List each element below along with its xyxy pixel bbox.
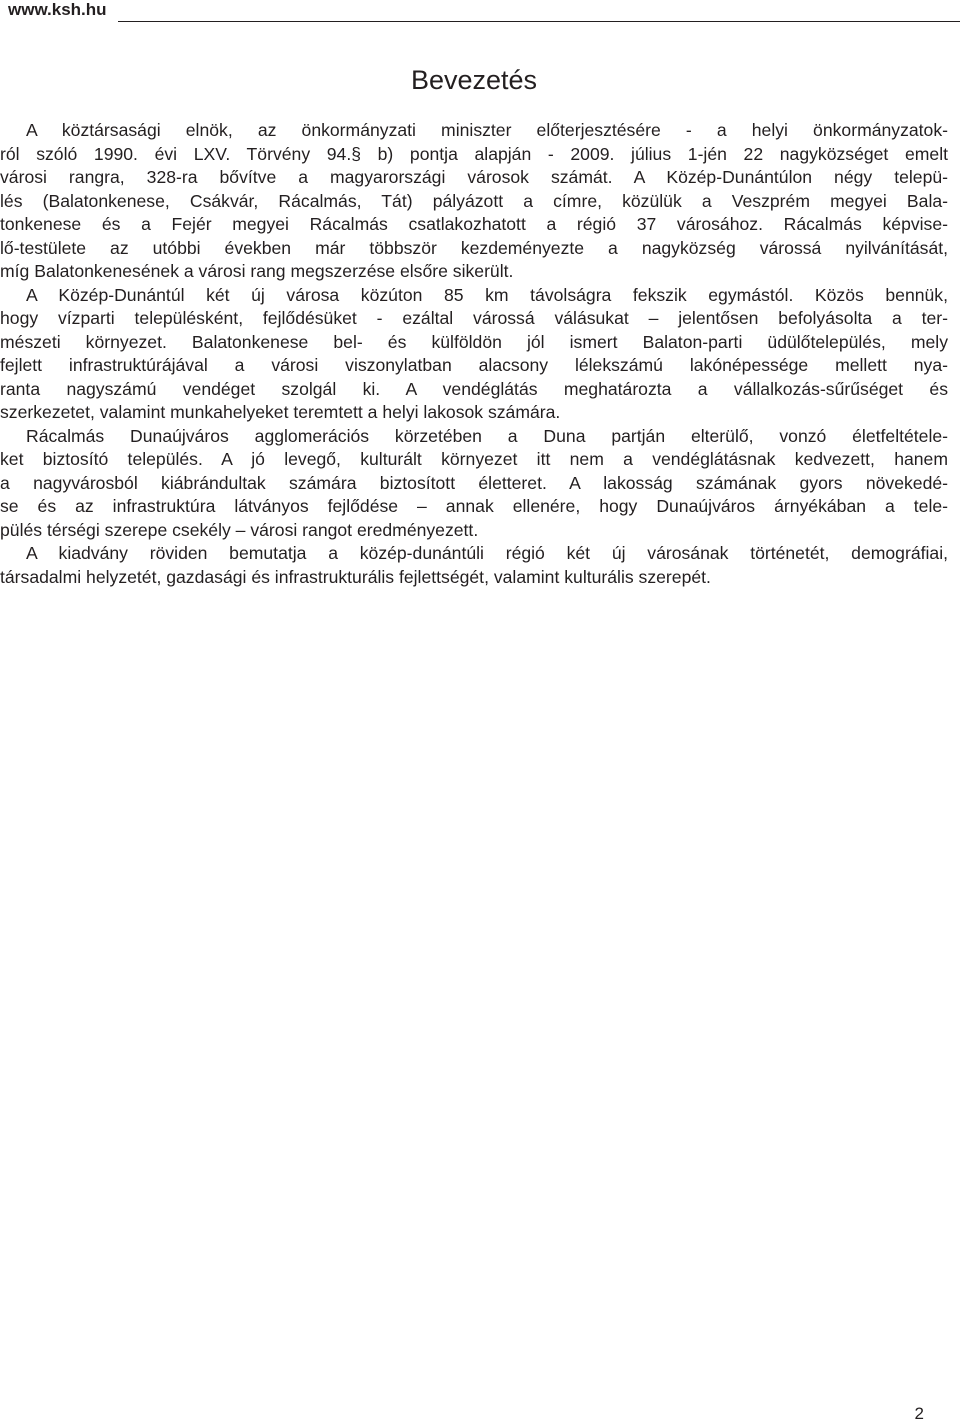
paragraph-line: Rácalmás Dunaújváros agglomerációs körzetében a Duna partján elterülő, vonzó életfeltétele- [26, 425, 948, 446]
paragraph-line: mészeti környezet. Balatonkenese bel- és külföldön jól ismert Balaton-parti üdülőtelepülés, mely [0, 331, 948, 352]
page-title: Bevezetés [410, 65, 538, 95]
paragraph-line: se és az infrastruktúra látványos fejlődése – annak ellenére, hogy Dunaújváros árnyékában a tele- [0, 496, 948, 516]
paragraph-line: ket biztosító település. A jó levegő, kulturált környezet itt nem a vendéglátásnak kedvezett, hanem [0, 449, 948, 469]
page-number: 2 [914, 1404, 924, 1423]
header-site-name: www.ksh.hu [8, 0, 107, 19]
paragraph-line: szerkezetet, valamint munkahelyeket teremtett a helyi lakosok számára. [0, 402, 561, 422]
paragraph-line: ról szóló 1990. évi LXV. Törvény 94.§ b) pontja alapján - 2009. július 1-jén 22 nagyközséget emelt [0, 143, 948, 164]
paragraph [0, 542, 948, 589]
paragraph-line: míg Balatonkenesének a városi rang megszerzése elsőre sikerült. [0, 261, 514, 281]
paragraph [0, 425, 948, 543]
body-text [0, 119, 948, 589]
paragraph-line: ranta nagyszámú vendéget szolgál ki. A vendéglátás meghatározta a vállalkozás-sűrűséget és [0, 378, 948, 399]
paragraph-line: városi rangra, 328-ra bővítve a magyarországi városok számát. A Közép-Dunántúlon négy telepü- [0, 167, 948, 187]
paragraph-line: fejlett infrastruktúrájával a városi viszonylatban alacsony lélekszámú lakónépessége mellett nya- [0, 355, 948, 375]
paragraph-line: A köztársasági elnök, az önkormányzati miniszter előterjesztésére - a helyi önkormányzatok- [26, 120, 948, 140]
paragraph [0, 284, 948, 425]
paragraph-line: A Közép-Dunántúl két új városa közúton 85 km távolságra fekszik egymástól. Közös bennük, [26, 284, 948, 305]
header-rule [118, 21, 960, 22]
paragraph-line: pülés térségi szerepe csekély – városi rangot eredményezett. [0, 519, 479, 540]
paragraph-line: társadalmi helyzetét, gazdasági és infrastrukturális fejlettségét, valamint kulturális szerepét. [0, 566, 711, 587]
paragraph [0, 119, 948, 284]
paragraph-line: A kiadvány röviden bemutatja a közép-dunántúli régió két új városának történetét, demográfiai, [26, 543, 948, 563]
paragraph-line: a nagyvárosból kiábrándultak számára biztosított életteret. A lakosság számának gyors növekedé- [0, 472, 948, 493]
paragraph-line: lés (Balatonkenese, Csákvár, Rácalmás, Tát) pályázott a címre, közülük a Veszprém megyei Bala- [0, 190, 948, 211]
paragraph-line: lő-testülete az utóbbi években már többször kezdeményezte a nagyközség várossá nyilvánítását, [0, 237, 948, 258]
paragraph-line: hogy vízparti településként, fejlődésüket - ezáltal várossá válásukat – jelentősen befolyásolta a ter- [0, 308, 948, 328]
paragraph-line: tonkenese és a Fejér megyei Rácalmás csatlakozhatott a régió 37 városához. Rácalmás képvise- [0, 214, 948, 234]
